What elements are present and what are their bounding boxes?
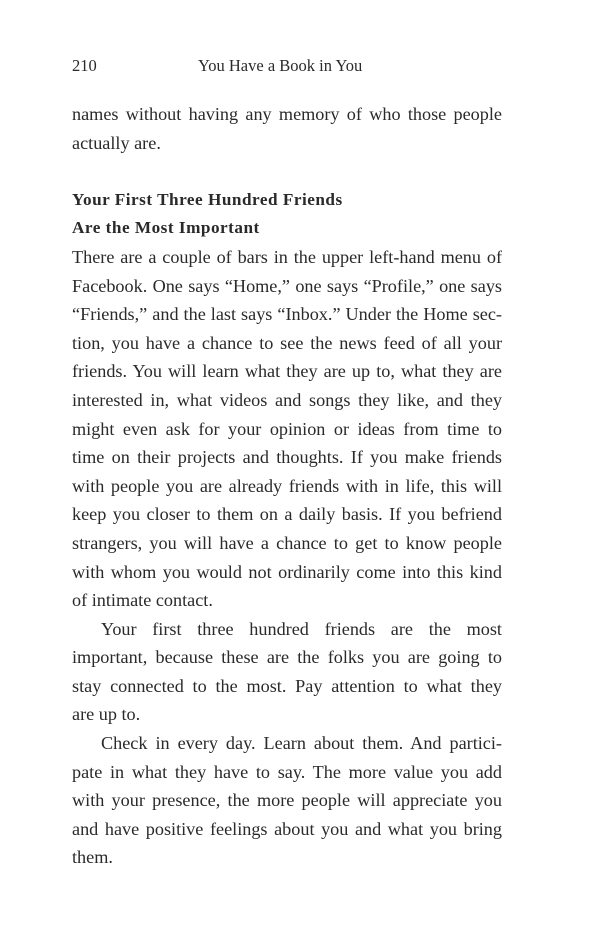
text-line: stay connected to the most. Pay attention to what they	[72, 675, 502, 696]
text-line: keep you closer to them on a daily basis. If you befriend	[72, 504, 502, 525]
text-line: interested in, what videos and songs they like, and they	[72, 389, 502, 410]
section-gap	[72, 157, 502, 186]
text-line: actually are.	[72, 132, 161, 153]
text-line: There are a couple of bars in the upper left-hand menu of	[72, 246, 502, 267]
text-line: Your first three hundred friends are the most	[101, 618, 502, 639]
book-title: You Have a Book in You	[198, 56, 363, 75]
text-line: names without having any memory of who those people	[72, 104, 502, 124]
text-line: with whom you would not ordinarily come into this kind	[72, 561, 502, 582]
paragraph	[72, 615, 502, 729]
running-head	[72, 56, 502, 78]
text-line: pate in what they have to say. The more value you add	[72, 761, 502, 782]
text-line: Facebook. One says “Home,” one says “Profile,” one says	[72, 275, 502, 296]
section-heading	[72, 186, 502, 243]
text-line: are up to.	[72, 704, 141, 725]
text-line: strangers, you will have a chance to get to know people	[72, 532, 502, 553]
text-line: them.	[72, 847, 113, 868]
text-line: friends. You will learn what they are up to, what they are	[72, 361, 502, 382]
text-line: “Friends,” and the last says “Inbox.” Under the Home sec-	[72, 304, 502, 325]
text-line: of intimate contact.	[72, 590, 213, 611]
page-number: 210	[72, 56, 97, 75]
text-line: and have positive feelings about you and what you bring	[72, 818, 502, 839]
text-line: time on their projects and thoughts. If you make friends	[72, 447, 502, 468]
text-line: might even ask for your opinion or ideas from time to	[72, 418, 502, 439]
text-line: with your presence, the more people will appreciate you	[72, 790, 502, 811]
text-line: Check in every day. Learn about them. And partici-	[101, 733, 502, 754]
text-line: tion, you have a chance to see the news feed of all your	[72, 332, 502, 353]
paragraph	[72, 729, 502, 872]
text-line: important, because these are the folks you are going to	[72, 647, 502, 668]
paragraph	[72, 243, 502, 615]
heading-line: Your First Three Hundred Friends	[72, 189, 343, 209]
paragraph-continued	[72, 100, 502, 157]
text-line: with people you are already friends with in life, this will	[72, 475, 502, 496]
body-text	[72, 100, 502, 872]
heading-line: Are the Most Important	[72, 218, 260, 238]
